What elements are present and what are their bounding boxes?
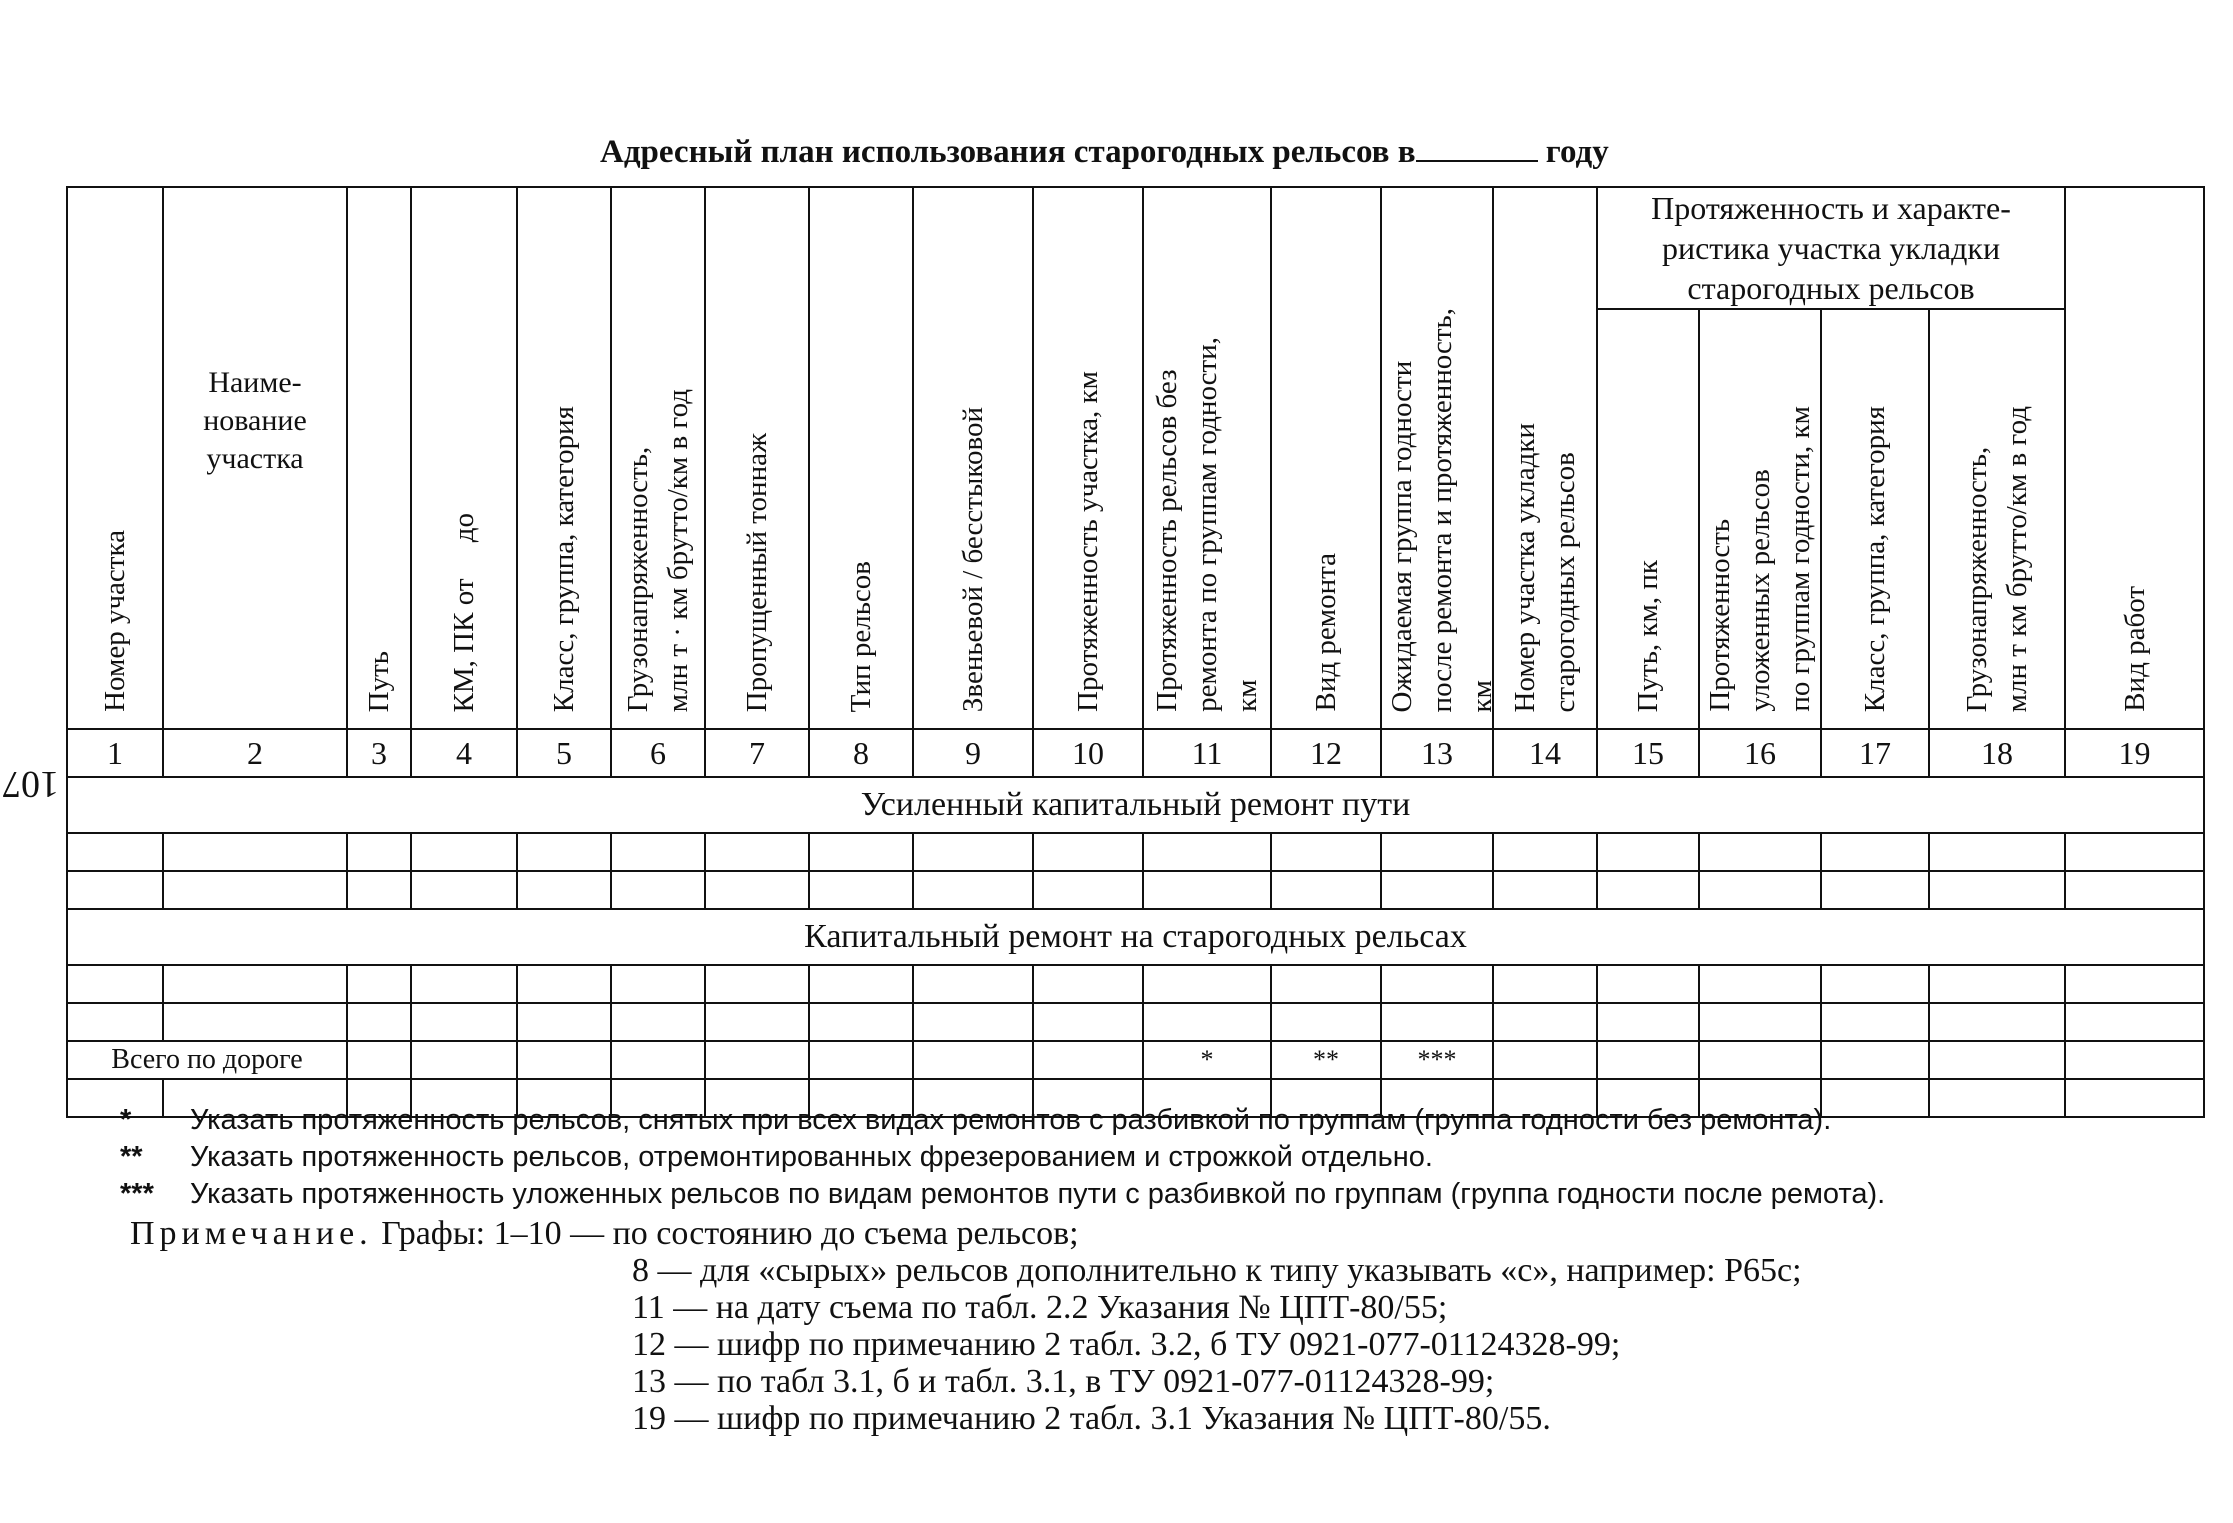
section-title-2: Капитальный ремонт на старогодных рельсах [67,909,2204,965]
col-num-7: 7 [705,729,809,777]
total-row [67,1041,2204,1079]
col-num-11: 11 [1143,729,1271,777]
col-num-12: 12 [1271,729,1381,777]
col-num-14: 14 [1493,729,1597,777]
table-row [67,871,2204,909]
group-header: Протяженность и характе- ристика участка укладки старогодных рельсов [1597,187,2065,309]
header-col-1: Номер участка [67,187,163,729]
col-num-10: 10 [1033,729,1143,777]
header-col-11: Протяженность рельсов без ремонта по группам годности, км [1143,187,1271,729]
header-col-8: Тип рельсов [809,187,913,729]
col-num-13: 13 [1381,729,1493,777]
total-mark-13: *** [1381,1041,1493,1079]
rail-plan-table [66,186,2205,1118]
header-col-14: Номер участка укладки старогодных рельсов [1493,187,1597,729]
col-num-9: 9 [913,729,1033,777]
header-col-12: Вид ремонта [1271,187,1381,729]
footnote-3: *** Указать протяженность уложенных рельсов по видам ремонтов пути с разбивкой по группам (группа годности после ремота). [120,1178,1886,1210]
col-num-16: 16 [1699,729,1821,777]
total-mark-12: ** [1271,1041,1381,1079]
header-col-15: Путь, км, пк [1597,309,1699,729]
footnotes [120,1102,1885,1213]
header-col-10: Протяженность участка, км [1033,187,1143,729]
header-col-18: Грузонапряженность, млн т км брутто/км в год [1929,309,2065,729]
note-lead: Примечание. [130,1215,373,1252]
note-line: 11 — на дату съема по табл. 2.2 Указания № ЦПТ-80/55; [632,1289,1448,1326]
col-num-2: 2 [163,729,347,777]
header-col-3: Путь [347,187,411,729]
table-row [67,833,2204,871]
table-row [67,1003,2204,1041]
section-row-1 [67,777,2204,833]
header-col-16: Протяженность уложенных рельсов по группам годности, км [1699,309,1821,729]
note-line: 8 — для «сырых» рельсов дополнительно к типу указывать «с», например: Р65с; [632,1252,1802,1289]
header-col-6: Грузонапряженность, млн т · км брутто/км в год [611,187,705,729]
col-num-18: 18 [1929,729,2065,777]
header-col-7: Пропущенный тоннаж [705,187,809,729]
header-col-5: Класс, группа, категория [517,187,611,729]
col-num-17: 17 [1821,729,1929,777]
footnote-2: ** Указать протяженность рельсов, отремонтированных фрезерованием и строжкой отдельно. [120,1141,1433,1173]
section-title-1: Усиленный капитальный ремонт пути [67,777,2204,833]
title-suffix: году [1545,134,1609,170]
section-row-2 [67,909,2204,965]
header-col-13: Ожидаемая группа годности после ремонта и протяженность, км [1381,187,1493,729]
table-row [67,965,2204,1003]
col-num-3: 3 [347,729,411,777]
header-row [67,187,2204,309]
col-num-19: 19 [2065,729,2204,777]
header-col-2: Наиме- нование участка [163,187,347,729]
note-line: 13 — по табл 3.1, б и табл. 3.1, в ТУ 0921-077-01124328-99; [632,1363,1495,1400]
col-num-8: 8 [809,729,913,777]
note-line: 19 — шифр по примечанию 2 табл. 3.1 Указания № ЦПТ-80/55. [632,1400,1551,1437]
header-col-17: Класс, группа, категория [1821,309,1929,729]
page-number: 107 [2,763,59,805]
footnote-1: * Указать протяженность рельсов, снятых при всех видах ремонтов с разбивкой по группам (группа годности без ремонта). [120,1104,1832,1136]
col-num-15: 15 [1597,729,1699,777]
title-text: Адресный план использования старогодных рельсов в [600,134,1416,170]
note-block [130,1215,1802,1437]
col-num-5: 5 [517,729,611,777]
total-mark-11: * [1143,1041,1271,1079]
note-first-line: Примечание. Графы: 1–10 — по состоянию до съема рельсов; [130,1215,1079,1252]
col-num-6: 6 [611,729,705,777]
column-number-row [67,729,2204,777]
note-line: 12 — шифр по примечанию 2 табл. 3.2, б ТУ 0921-077-01124328-99; [632,1326,1621,1363]
page-title [600,134,1609,171]
header-col-9: Звеньевой / бесстыковой [913,187,1033,729]
col-num-4: 4 [411,729,517,777]
total-label: Всего по дороге [67,1041,347,1079]
header-col-4: КМ, ПК от до [411,187,517,729]
year-blank [1416,159,1538,162]
header-col-19: Вид работ [2065,187,2204,729]
col-num-1: 1 [67,729,163,777]
